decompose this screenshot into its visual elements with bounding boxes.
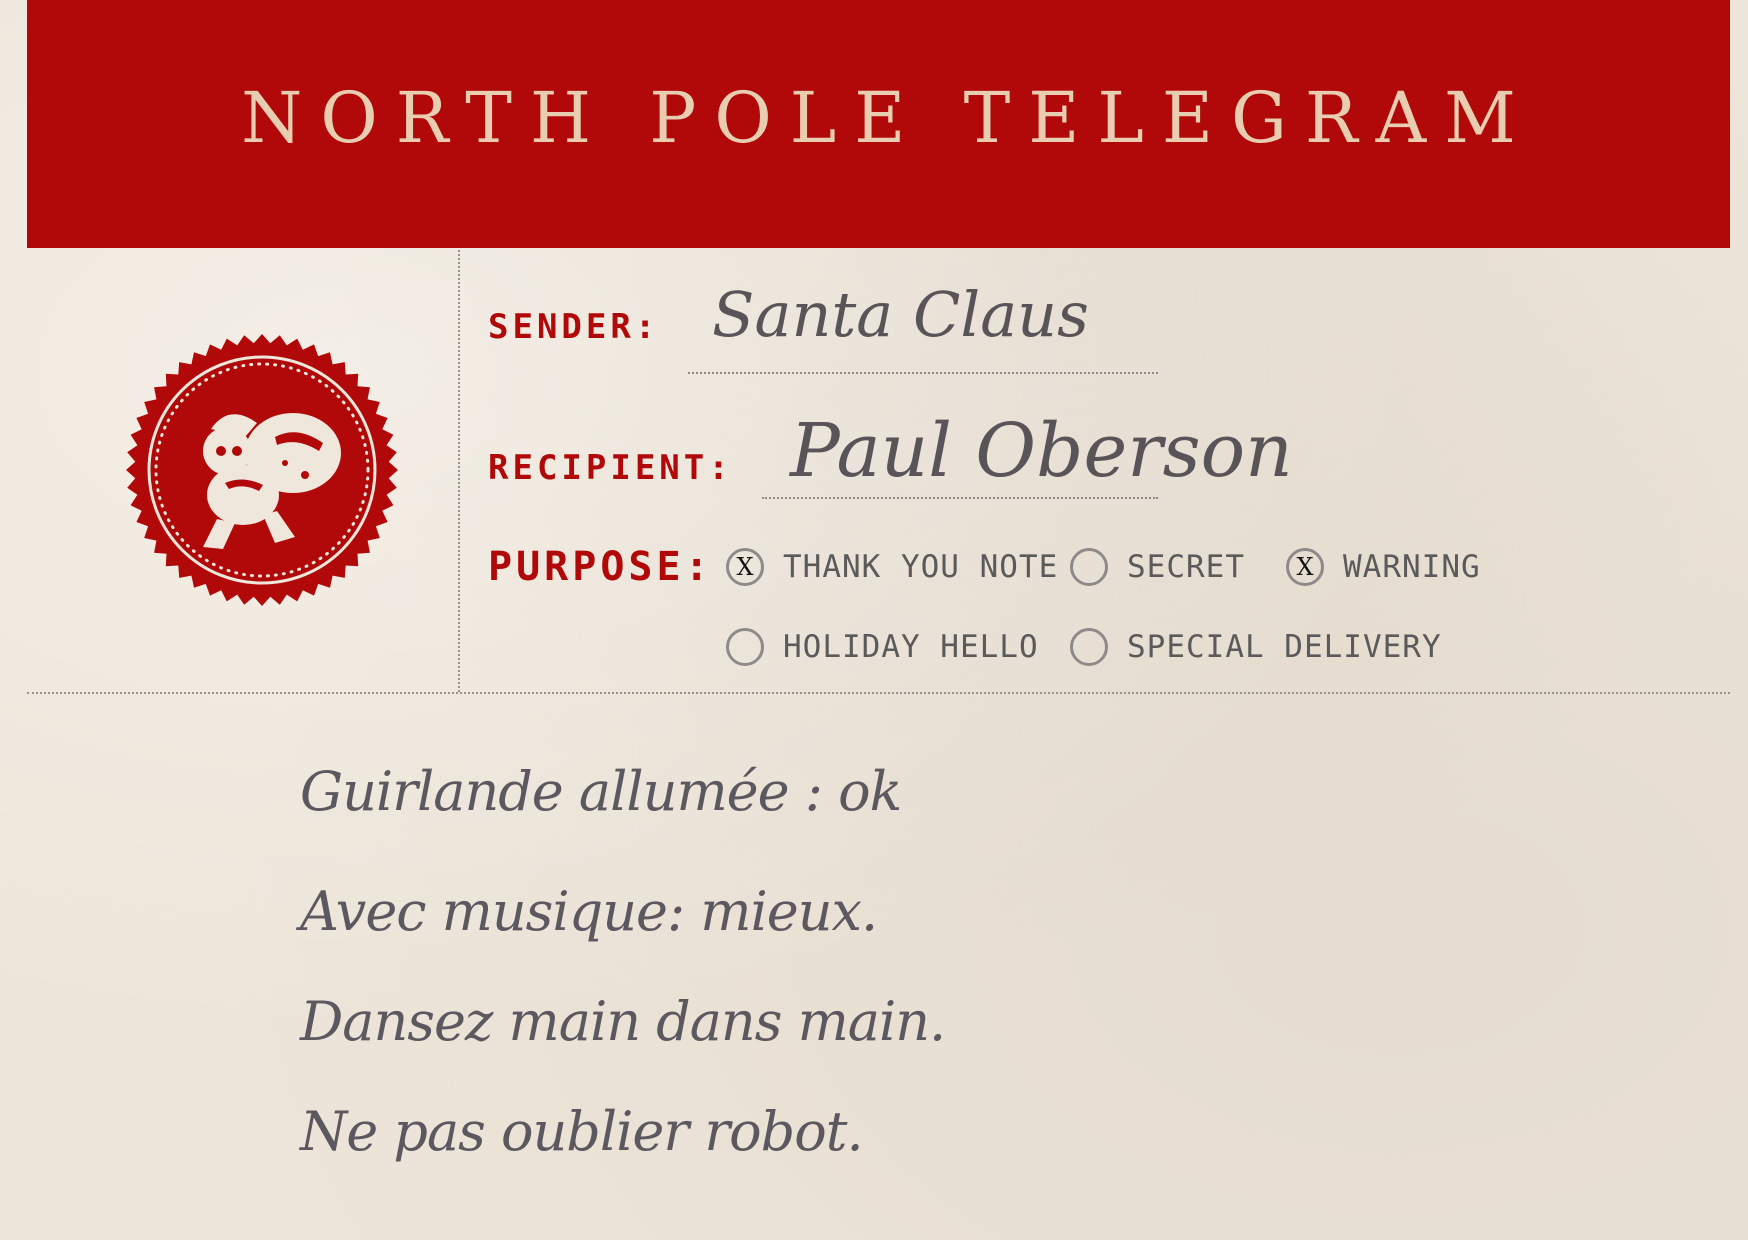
sender-signature: Santa Claus — [712, 278, 1089, 351]
sender-line — [688, 372, 1158, 374]
horizontal-divider — [27, 692, 1730, 694]
santa-seal-icon — [125, 333, 399, 607]
message-line: Avec musique: mieux. — [300, 880, 878, 943]
checkbox-circle[interactable]: X — [726, 548, 764, 586]
page-title: NORTH POLE TELEGRAM — [241, 77, 1534, 159]
checkbox-circle[interactable]: X — [1286, 548, 1324, 586]
purpose-option-thank-you-note[interactable] — [726, 548, 1058, 586]
purpose-option-special-delivery[interactable] — [1070, 628, 1442, 666]
message-line: Dansez main dans main. — [300, 990, 946, 1053]
sender-label: SENDER: — [488, 307, 660, 347]
option-label: SPECIAL DELIVERY — [1127, 629, 1442, 665]
option-label: THANK YOU NOTE — [783, 549, 1059, 585]
recipient-signature: Paul Oberson — [790, 408, 1293, 494]
checkbox-circle[interactable] — [1070, 628, 1108, 666]
checkbox-circle[interactable] — [1070, 548, 1108, 586]
header-banner — [27, 0, 1730, 248]
option-label: WARNING — [1343, 549, 1481, 585]
recipient-label: RECIPIENT: — [488, 448, 733, 488]
vertical-divider — [458, 250, 460, 692]
option-label: SECRET — [1127, 549, 1245, 585]
purpose-option-holiday-hello[interactable] — [726, 628, 1039, 666]
message-line: Guirlande allumée : ok — [300, 760, 902, 823]
checkbox-circle[interactable] — [726, 628, 764, 666]
message-line: Ne pas oublier robot. — [300, 1100, 863, 1163]
purpose-label: PURPOSE: — [488, 544, 713, 590]
purpose-option-warning[interactable] — [1286, 548, 1481, 586]
recipient-line — [762, 497, 1158, 499]
option-label: HOLIDAY HELLO — [783, 629, 1039, 665]
purpose-option-secret[interactable] — [1070, 548, 1245, 586]
